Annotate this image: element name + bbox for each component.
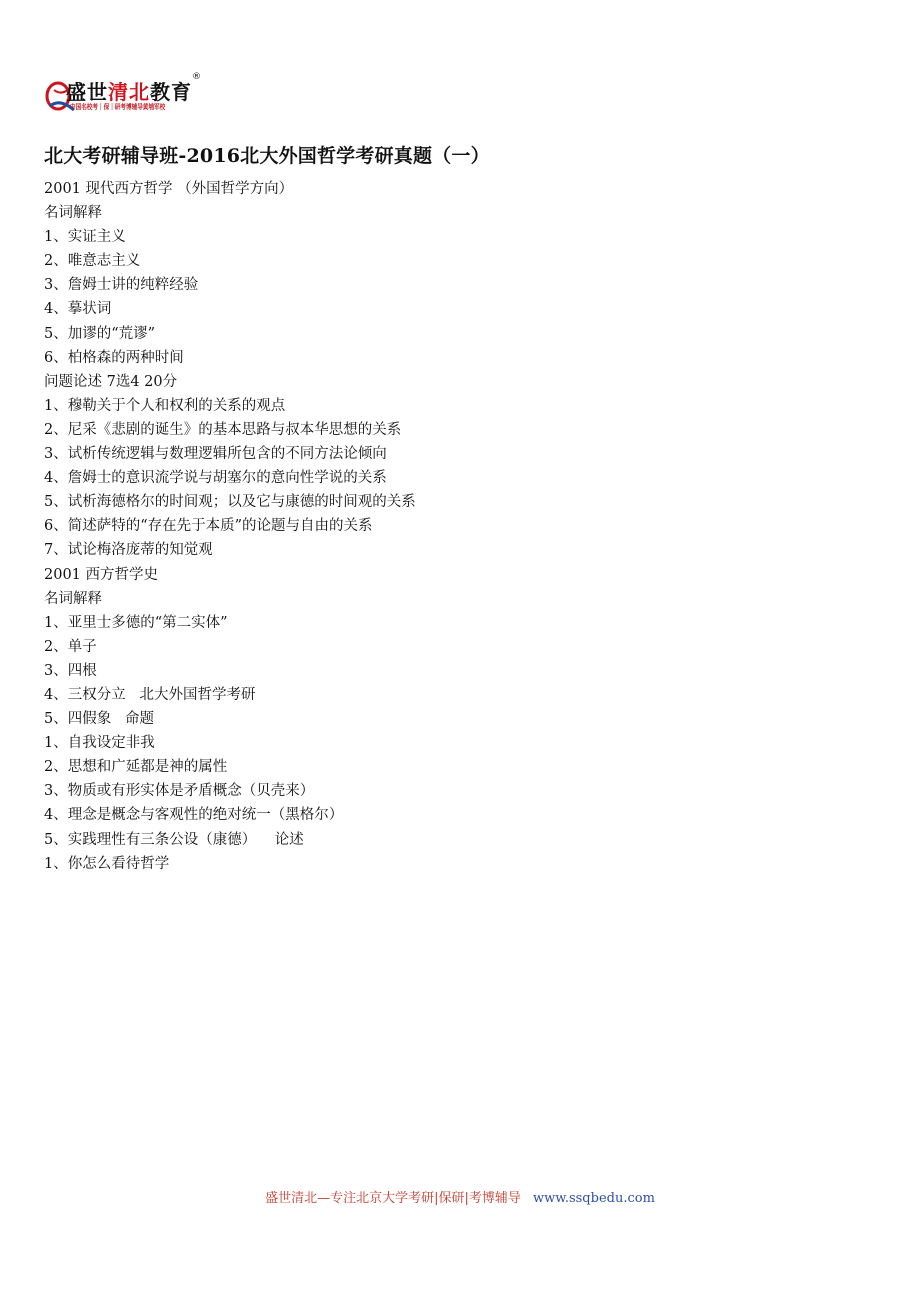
text-line: 1、你怎么看待哲学 [44, 855, 170, 872]
text-line: 1、实证主义 [44, 229, 126, 246]
logo-name: 盛世清北教育 [66, 80, 192, 104]
text-line: 4、理念是概念与客观性的绝对统一（黑格尔） [44, 807, 344, 824]
document-title: 北大考研辅导班-2016北大外国哲学考研真题（一） [44, 145, 490, 167]
text-line: 1、自我设定非我 [44, 735, 155, 752]
footer-text: 盛世清北—专注北京大学考研|保研|考博辅导 [265, 1191, 521, 1206]
text-line: 3、物质或有形实体是矛盾概念（贝壳来） [44, 783, 315, 800]
text-line: 5、四假象 命题 [44, 711, 155, 728]
logo [44, 72, 214, 120]
text-line: 4、摹状词 [44, 301, 112, 318]
text-line: 5、试析海德格尔的时间观；以及它与康德的时间观的关系 [44, 494, 416, 511]
text-line: 5、加谬的“荒谬” [44, 325, 156, 342]
text-line: 2、思想和广延都是神的属性 [44, 759, 228, 776]
text-line: 1、亚里士多德的“第二实体” [44, 614, 228, 631]
text-line: 2001 西方哲学史 [44, 566, 159, 583]
text-line: 1、穆勒关于个人和权利的关系的观点 [44, 397, 286, 414]
text-line: 4、詹姆士的意识流学说与胡塞尔的意向性学说的关系 [44, 470, 387, 487]
text-line: 5、实践理性有三条公设（康德） 论述 [44, 831, 304, 848]
text-line: 4、三权分立 北大外国哲学考研 [44, 686, 256, 703]
text-line: 2001 现代西方哲学 （外国哲学方向） [44, 181, 294, 197]
document-body [44, 177, 884, 876]
text-line: 6、柏格森的两种时间 [44, 349, 184, 366]
text-line: 6、简述萨特的“存在先于本质”的论题与自由的关系 [44, 518, 373, 535]
text-line: 问题论述 7选4 20分 [44, 373, 178, 390]
registered-mark: ® [192, 72, 201, 82]
text-line: 7、试论梅洛庞蒂的知觉观 [44, 542, 213, 559]
text-line: 2、单子 [44, 638, 97, 655]
page-footer [0, 1187, 920, 1206]
text-line: 3、试析传统逻辑与数理逻辑所包含的不同方法论倾向 [44, 446, 387, 463]
text-line: 3、詹姆士讲的纯粹经验 [44, 277, 199, 294]
text-line: 2、尼采《悲剧的诞生》的基本思路与叔本华思想的关系 [44, 421, 402, 438]
logo-tagline: 中国名校考｜保｜研考博辅导黄埔军校 [70, 103, 166, 111]
footer-url-link[interactable]: www.ssqbedu.com [532, 1191, 655, 1206]
text-line: 3、四根 [44, 662, 97, 679]
text-line: 名词解释 [44, 590, 102, 607]
text-line: 2、唯意志主义 [44, 253, 141, 270]
text-line: 名词解释 [44, 205, 102, 222]
